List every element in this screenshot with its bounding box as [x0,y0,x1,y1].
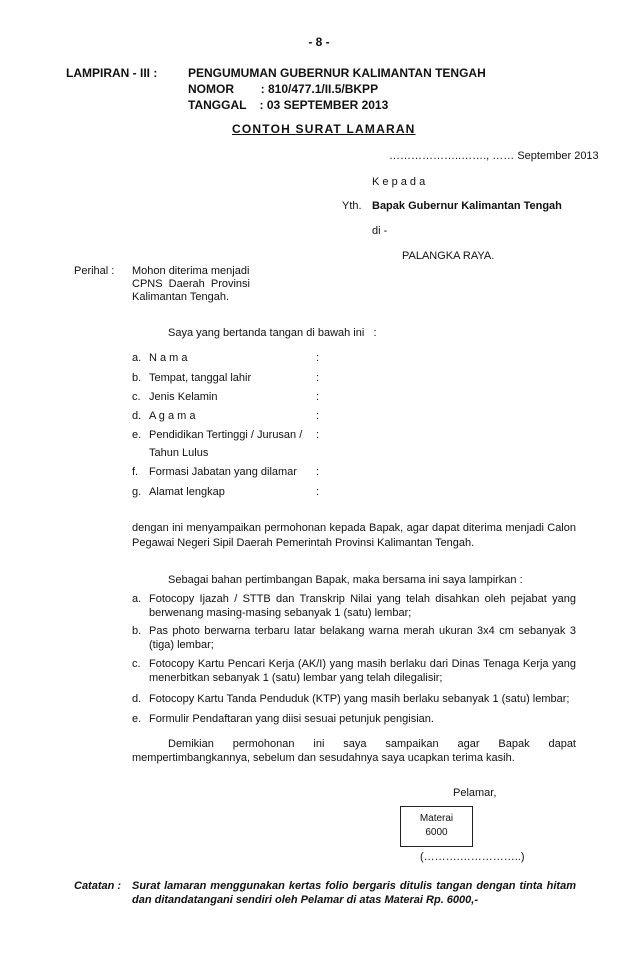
field-colon: : [316,429,320,441]
header-tanggal: TANGGAL : 03 SEPTEMBER 2013 [188,98,389,112]
closing-line-2: mempertimbangkannya, sebelum dan sesudahnya saya ucapkan terima kasih. [132,752,515,764]
attachment-letter: d. [132,693,142,705]
materai-label: Materai [419,813,454,824]
field-label-formasi: Formasi Jabatan yang dilamar [149,466,297,478]
attachment-item: Fotocopy Kartu Tanda Penduduk (KTP) yang masih berlaku sebanyak 1 (satu) lembar; [149,693,570,705]
field-letter: b. [132,372,142,384]
field-colon: : [316,391,320,403]
note-text: Surat lamaran menggunakan kertas folio bergaris ditulis tangan dengan tinta hitam dan ditandatangani sendiri oleh Pelamar di atas Materai Rp. 6000,- [132,880,576,906]
field-label-alamat: Alamat lengkap [149,486,225,498]
attachment-item: Fotocopy Ijazah / STTB dan Transkrip Nilai yang telah disahkan oleh pejabat yang berwenang masing-masing sebanyak 1 (satu) lembar; [149,593,576,619]
field-colon: : [316,466,320,478]
attachment-letter: e. [132,713,142,725]
recipient-di: di - [372,225,388,237]
materai-value: 6000 [425,827,448,838]
pelamar-label: Pelamar, [453,787,497,799]
field-colon: : [316,486,320,498]
lampiran-label: LAMPIRAN - III : [66,66,158,80]
signature-name-placeholder: (……….……………..) [420,851,525,863]
field-letter: g. [132,486,142,498]
field-label-ttl: Tempat, tanggal lahir [149,372,252,384]
field-colon: : [316,352,320,364]
header-title: PENGUMUMAN GUBERNUR KALIMANTAN TENGAH [188,66,486,80]
attachment-letter: a. [132,593,142,605]
field-label-tahun-lulus: Tahun Lulus [149,447,209,459]
field-letter: f. [132,466,139,478]
field-label-agama: A g a m a [149,410,196,422]
note-label: Catatan : [74,880,122,892]
kepada-label: K e p a d a [372,176,426,188]
yth-label: Yth. [342,200,362,212]
field-label-jenis-kelamin: Jenis Kelamin [149,391,218,403]
intro-line: Saya yang bertanda tangan di bawah ini : [168,327,377,339]
recipient-city: PALANGKA RAYA. [402,250,495,262]
perihal-label: Perihal : [74,265,115,277]
field-colon: : [316,372,320,384]
field-letter: a. [132,352,142,364]
attachment-letter: b. [132,625,142,637]
perihal-line: CPNS Daerah Provinsi [132,278,250,290]
field-colon: : [316,410,320,422]
header-nomor: NOMOR : 810/477.1/II.5/BKPP [188,82,379,96]
letter-heading: CONTOH SURAT LAMARAN [232,122,416,136]
materai-stamp-box [400,806,473,847]
attachment-item: Fotocopy Kartu Pencari Kerja (AK/I) yang masih berlaku dari Dinas Tenaga Kerja yang menerbitkan sebanyak 1 (satu) lembar yang telah dilegalisir; [149,658,576,684]
attachment-item: Formulir Pendaftaran yang diisi sesuai petunjuk pengisian. [149,713,434,725]
recipient-name: Bapak Gubernur Kalimantan Tengah [372,200,562,212]
field-label-nama: N a m a [149,352,188,364]
perihal-line: Kalimantan Tengah. [132,291,230,303]
field-label-pendidikan: Pendidikan Tertinggi / Jurusan / [149,429,303,441]
field-letter: c. [132,391,141,403]
field-letter: e. [132,429,142,441]
date-line: ………………..……., …… September 2013 [389,150,599,162]
attachment-item: Pas photo berwarna terbaru latar belakang warna merah ukuran 3x4 cm sebanyak 3 (tiga) lembar; [149,625,576,651]
attachments-intro: Sebagai bahan pertimbangan Bapak, maka bersama ini saya lampirkan : [168,574,523,586]
field-letter: d. [132,410,142,422]
attachment-letter: c. [132,658,141,670]
request-paragraph: dengan ini menyampaikan permohonan kepada Bapak, agar dapat diterima menjadi Calon Pegawai Negeri Sipil Daerah Pemerintah Provinsi Kalimantan Tengah. [132,522,576,549]
closing-line-1: Demikian permohonan ini saya sampaikan agar Bapak dapat [168,738,576,750]
page-number: - 8 - [308,35,330,49]
perihal-line: Mohon diterima menjadi [132,265,250,277]
